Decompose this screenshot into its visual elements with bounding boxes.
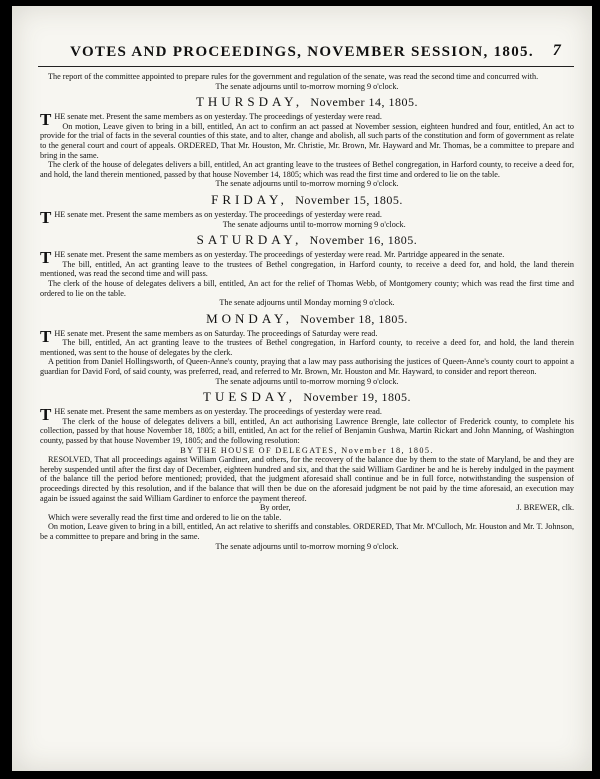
paragraph-text: HE senate met. Present the same members as on yesterday. The proceedings of yesterday were read. [54,112,382,122]
paragraph: On motion, Leave given to bring in a bill, entitled, An act relative to sheriffs and constables. ORDERED, That Mr. M'Culloch, Mr. Houston and Mr. T. Johnson, be a committee to prepare and bring in the same. [40,522,574,541]
drop-cap: T [40,207,52,227]
paragraph: The clerk of the house of delegates delivers a bill, entitled, An act for the relief of Thomas Webb, of Montgomery county; which was read the first time and ordered to lie on the table. [40,278,574,298]
drop-cap: T [40,326,52,346]
paragraph: The bill, entitled, An act granting leave to the trustees of Bethel congregation, in Harford county, to receive a deed for, and hold, the land therein mentioned, was sent to the house of delegates by the clerk. [40,338,574,357]
signature-line [40,503,574,513]
page-body [40,72,574,551]
day-heading [40,94,574,110]
adjourn-line: The senate adjourns until to-morrow morning 9 o'clock. [215,376,399,386]
paragraph-text: HE senate met. Present the same members as on Saturday. The proceedings of Saturday were read. [54,328,378,338]
by-order: By order, [260,503,291,513]
day-heading [40,192,574,208]
drop-cap: T [40,405,52,425]
day-heading [40,311,574,327]
drop-cap: T [40,248,52,268]
resolution-heading: BY THE HOUSE OF DELEGATES, November 18, 1805. [180,445,434,455]
paragraph: A petition from Daniel Hollingsworth, of Queen-Anne's county, praying that a law may pass authorising the justices of Queen-Anne's county court to appoint a guardian for David Ford, of said county, was preferred, read, and referred to Mr. Brown, Mr. Houston and Mr. Hayward, to consider and report thereon. [40,357,574,377]
day-name: TUESDAY, [203,389,297,405]
header-rule [38,66,574,67]
paragraph [40,326,574,346]
paragraph [40,248,574,268]
page-title: VOTES AND PROCEEDINGS, NOVEMBER SESSION, 1805. [70,44,534,60]
adjourn-line: The senate adjourns until to-morrow morning 9 o'clock. [215,81,399,91]
resolution-text: RESOLVED, That all proceedings against William Gardiner, and others, for the recovery of the balance due by them to the state of Maryland, be and they are hereby suspended until after the first day of December, eighteen hundred and six, and that the said William Gardiner be and he is hereby indulged in the payment of the balance till the period before mentioned; provided, that the judgment aforesaid shall continue and be in full force, notwithstanding the suspension of proceedings directed by this resolution, and if the balance that will then be due on the aforesaid judgment be not paid by the time aforesaid, an execution may again be issued against the said William Gardiner to enforce the payment thereof. [40,455,574,503]
day-date: November 18, 1805. [300,311,408,326]
day-name: MONDAY, [206,310,293,326]
day-heading [40,232,574,248]
drop-cap: T [40,110,52,130]
intro-paragraph: The report of the committee appointed to prepare rules for the government and regulation of the senate, was read the second time and concurred with. [48,72,539,81]
paragraph: Which were severally read the first time and ordered to lie on the table. [48,512,282,522]
paragraph-text: HE senate met. Present the same members as on yesterday. The proceedings of yesterday were read. [54,407,382,417]
document-page [12,6,592,771]
paragraph: The clerk of the house of delegates delivers a bill, entitled, An act granting leave to the trustees of Bethel congregation, in Harford county, to receive a deed for, and hold, the land therein mentioned, passed by that house November 14, 1805; which was read the first time and ordered to lie on the table. [40,160,574,179]
adjourn-line: The senate adjourns until to-morrow morning 9 o'clock. [215,179,399,189]
page-number: 7 [552,42,562,59]
day-date: November 19, 1805. [303,390,411,405]
adjourn-line: The senate adjourns until to-morrow morning 9 o'clock. [222,219,406,229]
paragraph [40,405,574,425]
clerk-name: J. BREWER, clk. [516,503,574,513]
day-date: November 14, 1805. [310,95,419,110]
day-name: SATURDAY, [196,232,303,248]
paragraph: The bill, entitled, An act granting leave to the trustees of Bethel congregation, in Harford county, to receive a deed for, and hold, the land therein mentioned, was read the second time and will pass. [40,259,574,279]
paragraph [40,110,574,130]
day-date: November 16, 1805. [309,233,418,248]
page-header [12,44,592,61]
day-heading [40,389,574,405]
adjourn-line: The senate adjourns until Monday morning 9 o'clock. [219,298,395,308]
day-name: THURSDAY, [195,94,304,110]
paragraph-text: HE senate met. Present the same members as on yesterday. The proceedings of yesterday were read. [54,209,382,219]
day-name: FRIDAY, [211,191,288,207]
adjourn-line: The senate adjourns until to-morrow morning 9 o'clock. [215,541,399,551]
paragraph: On motion, Leave given to bring in a bill, entitled, An act to confirm an act passed at November session, eighteen hundred and four, entitled, An act to provide for the trial of facts in the several counties of this state, and to alter, change and abolish, all such parts of the constitution and form of government as relate to the general court and court of appeals. ORDERED, That Mr. Houston, Mr. Christie, Mr. Brown, Mr. Hayward and Mr. Thomas, be a committee to prepare and bring in the same. [40,121,574,160]
paragraph-text: HE senate met. Present the same members as on yesterday. The proceedings of yesterday were read. Mr. Partridge appeared in the senate. [54,250,505,260]
paragraph: The clerk of the house of delegates delivers a bill, entitled, An act authorising Lawrence Brengle, late collector of Frederick county, to complete his collection, passed by that house November 18, 1805; a bill, entitled, An act for the relief of Benjamin Gushwa, Martin Rickart and John Manning, of Washington county, passed by that house November 19, 1805; and the following resolution: [40,416,574,446]
day-date: November 15, 1805. [295,192,403,207]
